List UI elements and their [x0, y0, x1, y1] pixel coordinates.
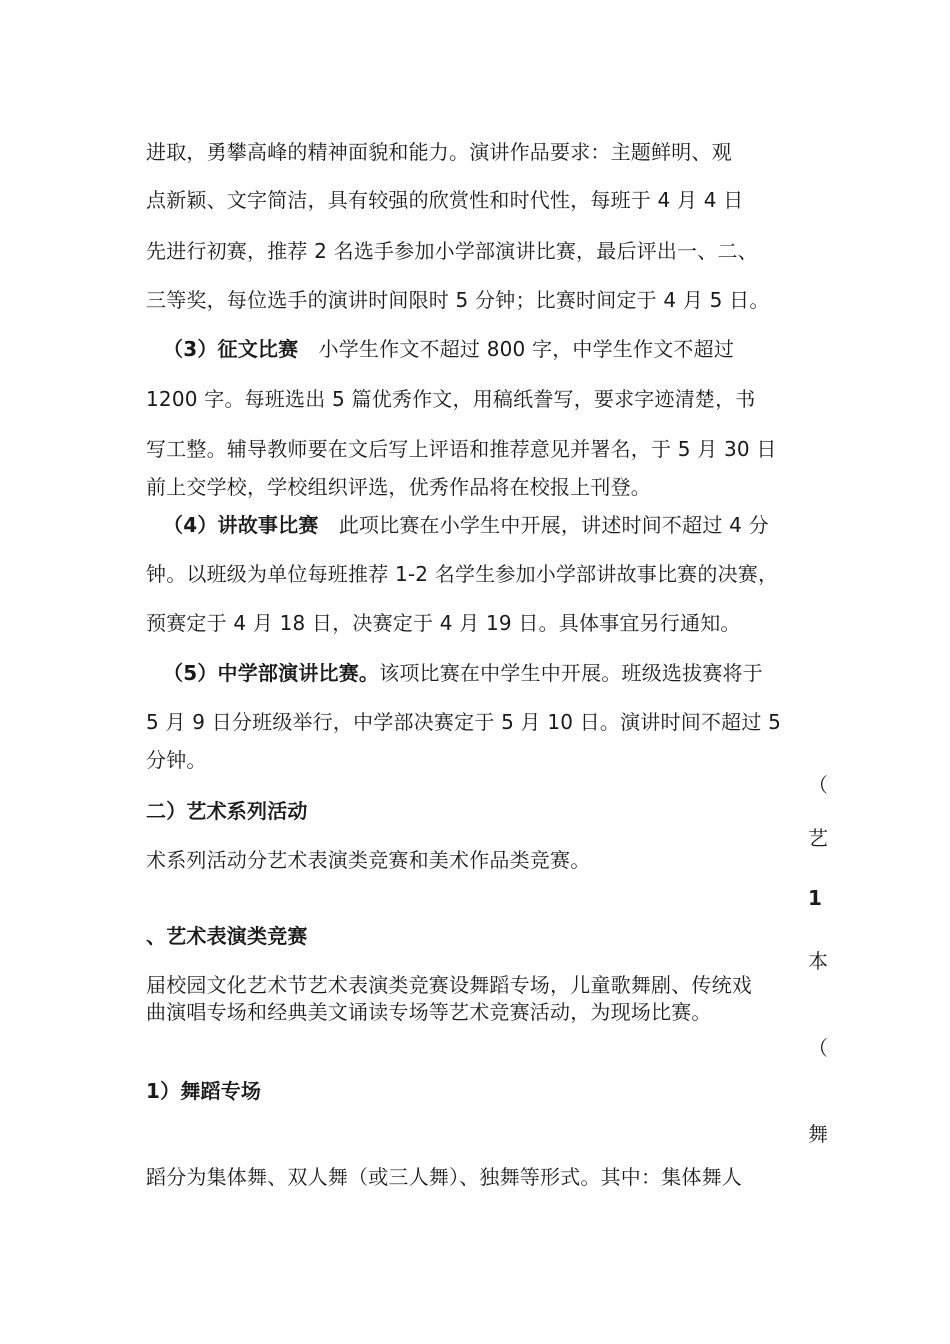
side-char-6: 舞 [808, 1122, 828, 1146]
side-char-4: 本 [808, 949, 828, 973]
perf-line-2: 曲演唱专场和经典美文诵读专场等艺术竞赛活动，为现场比赛。 [146, 1000, 712, 1024]
side-char-5: （ [808, 1036, 828, 1060]
section-art-heading: 二）艺术系列活动 [146, 799, 308, 823]
item4-line-2: 钟。以班级为单位每班推荐 1-2 名学生参加小学部讲故事比赛的决赛， [146, 562, 779, 586]
dance-heading: 1）舞蹈专场 [146, 1079, 262, 1103]
item5-heading: （5）中学部演讲比赛。 [163, 661, 380, 685]
item3-line-4: 前上交学校，学校组织评选，优秀作品将在校报上刊登。 [146, 475, 651, 499]
item5-text: 该项比赛在中学生中开展。班级选拔赛将于 [379, 661, 763, 685]
section-art-text: 术系列活动分艺术表演类竞赛和美术作品类竞赛。 [146, 848, 591, 872]
item3-heading: （3）征文比赛 [163, 337, 299, 361]
subsection-perf-heading: 、艺术表演类竞赛 [146, 924, 308, 948]
item4-first-line [163, 512, 769, 538]
perf-line-1: 届校园文化艺术节艺术表演类竞赛设舞蹈专场，儿童歌舞剧、传统戏 [146, 973, 752, 997]
side-char-2: 艺 [808, 826, 828, 850]
dance-text: 蹈分为集体舞、双人舞（或三人舞）、独舞等形式。其中：集体舞人 [146, 1165, 742, 1189]
item4-line-3: 预赛定于 4 月 18 日，决赛定于 4 月 19 日。具体事宜另行通知。 [146, 611, 741, 635]
item4-text: 此项比赛在小学生中开展，讲述时间不超过 4 分 [338, 513, 769, 537]
speech-line-3: 先进行初赛，推荐 2 名选手参加小学部演讲比赛，最后评出一、二、 [146, 239, 758, 263]
side-char-1: （ [808, 773, 828, 797]
item4-heading: （4）讲故事比赛 [163, 513, 319, 537]
speech-line-2: 点新颖、文字简洁，具有较强的欣赏性和时代性，每班于 4 月 4 日 [146, 188, 744, 212]
item3-line-2: 1200 字。每班选出 5 篇优秀作文，用稿纸誊写，要求字迹清楚，书 [146, 387, 756, 411]
item3-line-3: 写工整。辅导教师要在文后写上评语和推荐意见并署名，于 5 月 30 日 [146, 437, 777, 461]
speech-line-4: 三等奖，每位选手的演讲时间限时 5 分钟；比赛时间定于 4 月 5 日。 [146, 288, 770, 312]
side-char-3: 1 [808, 886, 822, 910]
speech-line-1: 进取，勇攀高峰的精神面貌和能力。演讲作品要求：主题鲜明、观 [146, 140, 732, 164]
item5-line-2: 5 月 9 日分班级举行，中学部决赛定于 5 月 10 日。演讲时间不超过 5 [146, 710, 782, 734]
item5-line-3: 分钟。 [146, 748, 207, 772]
item3-first-line [163, 336, 734, 362]
item3-text: 小学生作文不超过 800 字，中学生作文不超过 [318, 337, 735, 361]
item5-first-line [163, 660, 763, 686]
